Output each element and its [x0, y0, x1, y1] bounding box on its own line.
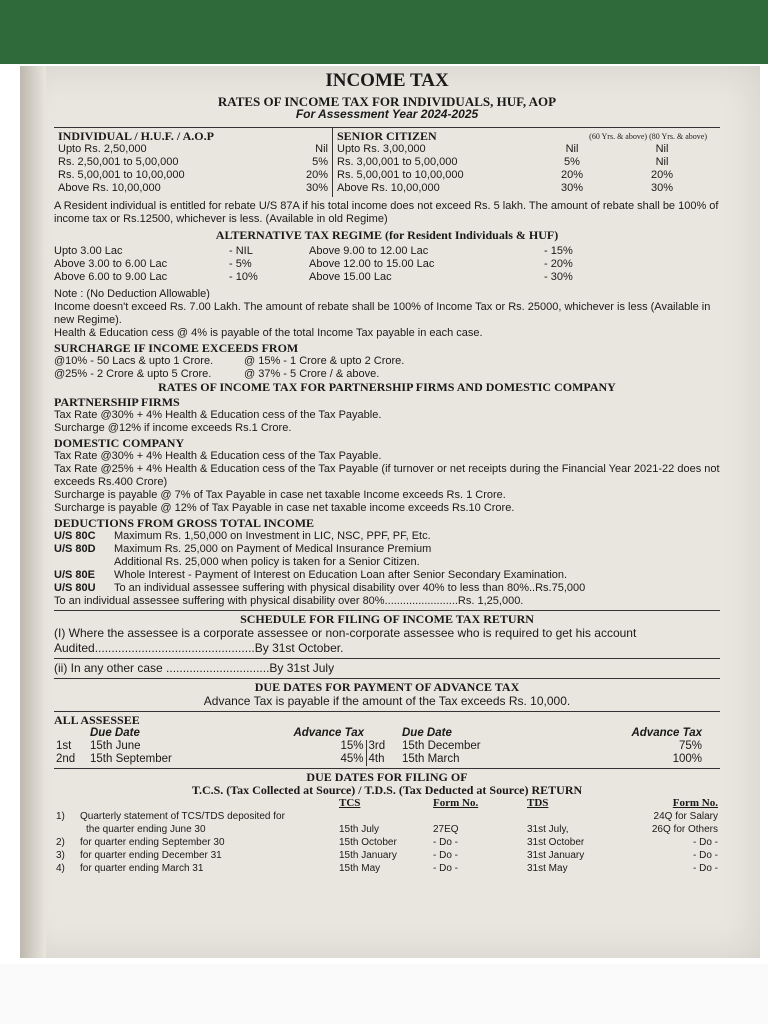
schedule-heading: SCHEDULE FOR FILING OF INCOME TAX RETURN [240, 612, 534, 626]
page-content [54, 72, 720, 875]
cell: 15th December [402, 740, 481, 752]
surcharge-item: @ 37% - 5 Crore / & above. [244, 368, 380, 380]
cell: - Do - [693, 850, 718, 861]
cell: 2) [56, 837, 65, 848]
senior-col80: (80 Yrs. & above) [649, 132, 707, 141]
table-row [54, 862, 720, 875]
rate-label: Above 6.00 to 9.00 Lac [54, 271, 168, 283]
cell: 75% [678, 740, 702, 752]
cell: 31st January [527, 850, 585, 861]
divider [54, 711, 720, 712]
divider [54, 678, 720, 679]
table-header [54, 727, 704, 740]
cell: 31st October [527, 837, 585, 848]
table-row [54, 740, 704, 753]
rate-value: Nil [655, 143, 669, 155]
partnership-heading: PARTNERSHIP FIRMS [54, 395, 180, 409]
deduction-section: U/S 80E [54, 569, 95, 581]
alt-note: Note : (No Deduction Allowable) [54, 288, 210, 300]
all-assessee: ALL ASSESSEE [54, 713, 140, 727]
senior-rates [333, 128, 711, 197]
advance-subheading: Advance Tax is payable if the amount of the Tax exceeds Rs. 10,000. [203, 694, 571, 708]
rates-table [54, 127, 720, 197]
rate-label: Upto Rs. 2,50,000 [58, 143, 147, 155]
rate-value: - 30% [544, 271, 573, 283]
surcharge-item: @ 15% - 1 Crore & upto 2 Crore. [244, 355, 405, 367]
rate-value: Nil [655, 156, 669, 168]
deduction-section [54, 556, 114, 569]
domestic-heading: DOMESTIC COMPANY [54, 436, 185, 450]
rate-label: Rs. 5,00,001 to 10,00,000 [337, 169, 464, 181]
rate-label: Rs. 5,00,001 to 10,00,000 [58, 169, 185, 181]
rate-label: Above 15.00 Lac [309, 271, 392, 283]
rate-value: Nil [565, 143, 579, 155]
rate-label: Above 9.00 to 12.00 Lac [309, 245, 429, 257]
cell: 15th June [90, 740, 141, 752]
cell: 15th July [339, 824, 380, 835]
book-spine [20, 66, 46, 958]
rate-label: Rs. 3,00,001 to 5,00,000 [337, 156, 458, 168]
cell: 26Q for Others [651, 824, 718, 835]
senior-heading: SENIOR CITIZEN [337, 129, 437, 143]
firms-heading: RATES OF INCOME TAX FOR PARTNERSHIP FIRMS AND DOMESTIC COMPANY [158, 380, 616, 394]
cell: 31st July, [527, 824, 569, 835]
schedule-line: (I) Where the assessee is a corporate assessee or non-corporate assessee who is required to get his account [54, 626, 637, 640]
cell: Quarterly statement of TCS/TDS deposited for [80, 811, 285, 822]
advance-heading: DUE DATES FOR PAYMENT OF ADVANCE TAX [254, 680, 520, 694]
cell: 45% [340, 753, 364, 765]
rate-row [58, 169, 328, 182]
domestic-line: Surcharge is payable @ 7% of Tax Payable in case net taxable Income exceeds Rs. 1 Crore. [54, 489, 506, 501]
rate-row [58, 182, 328, 195]
cell: 1) [56, 811, 65, 822]
col-form2: Form No. [672, 797, 718, 809]
deduction-section: U/S 80U [54, 582, 96, 594]
deduction-text: Maximum Rs. 1,50,000 on Investment in LIC, NSC, PPF, PF, Etc. [114, 530, 431, 542]
document-page [20, 66, 760, 958]
rate-value: 30% [560, 182, 584, 194]
cell: 4th [366, 753, 400, 766]
cell: for quarter ending March 31 [80, 863, 204, 874]
cell: 27EQ [433, 824, 459, 835]
cell: - Do - [693, 863, 718, 874]
cell: 15% [340, 740, 364, 752]
deduction-text: Maximum Rs. 25,000 on Payment of Medical Insurance Premium [114, 543, 432, 555]
tcs-heading2: T.C.S. (Tax Collected at Source) / T.D.S. (Tax Deducted at Source) RETURN [191, 783, 583, 797]
page-subtitle: RATES OF INCOME TAX FOR INDIVIDUALS, HUF, AOP [217, 94, 557, 109]
table-row [54, 753, 704, 766]
rate-label: Above 12.00 to 15.00 Lac [309, 258, 435, 270]
table-row [54, 810, 720, 836]
rate-row [58, 156, 328, 169]
page-title: INCOME TAX [325, 70, 449, 91]
partnership-line: Tax Rate @30% + 4% Health & Education cess of the Tax Payable. [54, 409, 382, 421]
cell: 4) [56, 863, 65, 874]
col-adv: Advance Tax [631, 727, 702, 739]
cell: 2nd [56, 753, 76, 765]
table-row [54, 836, 720, 849]
rate-value: 20% [305, 169, 328, 181]
table-row [54, 849, 720, 862]
rate-value: 30% [650, 182, 674, 194]
partnership-line: Surcharge @12% if income exceeds Rs.1 Crore. [54, 422, 292, 434]
rate-value: Nil [315, 143, 328, 155]
rate-value: - 5% [229, 258, 252, 270]
divider [54, 658, 720, 659]
cell: 15th September [90, 753, 172, 765]
col-tcs: TCS [339, 797, 361, 809]
individual-heading: INDIVIDUAL / H.U.F. / A.O.P [58, 129, 214, 143]
deduction-section: U/S 80D [54, 543, 96, 555]
deduction-section: U/S 80C [54, 530, 96, 542]
domestic-line: Surcharge is payable @ 12% of Tax Payable in case net taxable income exceeds Rs.10 Crore. [54, 502, 515, 514]
domestic-line: Tax Rate @30% + 4% Health & Education cess of the Tax Payable. [54, 450, 382, 462]
cell: 1st [56, 740, 72, 752]
deduction-text: Whole Interest - Payment of Interest on Education Loan after Senior Secondary Examination. [114, 569, 568, 581]
col-adv: Advance Tax [293, 727, 364, 739]
schedule-line: Audited................................................By 31st October. [54, 641, 344, 655]
advance-table [54, 727, 704, 766]
domestic-line: Tax Rate @25% + 4% Health & Education cess of the Tax Payable (if turnover or net receipts during the Financial Year 2021-22 does not exceeds Rs.400 Crore) [54, 463, 720, 488]
rate-value: 20% [650, 169, 674, 181]
senior-grid [337, 143, 707, 195]
cell: - Do - [433, 837, 458, 848]
individual-rates [54, 128, 333, 197]
surcharge-grid [54, 355, 720, 381]
surcharge-item: @10% - 50 Lacs & upto 1 Crore. [54, 355, 214, 367]
rate-value: 20% [560, 169, 584, 181]
deductions-grid [54, 530, 720, 595]
cell: 3rd [366, 740, 400, 753]
surcharge-item: @25% - 2 Crore & upto 5 Crore. [54, 368, 212, 380]
rate-label: Upto 3.00 Lac [54, 245, 123, 257]
cell: 31st May [527, 863, 568, 874]
surcharge-heading: SURCHARGE IF INCOME EXCEEDS FROM [54, 341, 299, 355]
rate-label: Above 3.00 to 6.00 Lac [54, 258, 168, 270]
col-due: Due Date [402, 727, 452, 739]
alt-regime-grid [54, 245, 720, 284]
background-bottom [0, 964, 768, 1024]
divider [54, 768, 720, 769]
cell: 15th March [402, 753, 460, 765]
cell: 100% [672, 753, 702, 765]
deduction-last: To an individual assessee suffering with physical disability over 80%........................Rs. 1,25,000. [54, 595, 524, 607]
cell: 3) [56, 850, 65, 861]
deductions-heading: DEDUCTIONS FROM GROSS TOTAL INCOME [54, 516, 315, 530]
alt-note: Health & Education cess @ 4% is payable of the total Income Tax payable in each case. [54, 327, 483, 339]
rate-label: Above Rs. 10,00,000 [337, 182, 440, 194]
table-header [54, 797, 720, 810]
assessment-year: For Assessment Year 2024-2025 [295, 107, 479, 121]
background-top [0, 0, 768, 64]
deduction-text: Additional Rs. 25,000 when policy is taken for a Senior Citizen. [114, 556, 420, 568]
cell: - Do - [693, 837, 718, 848]
rate-label: Upto Rs. 3,00,000 [337, 143, 426, 155]
rate-value: 5% [564, 156, 580, 168]
cell: 24Q for Salary [653, 811, 718, 822]
schedule-line: (ii) In any other case ...............................By 31st July [54, 661, 335, 675]
rebate-note: A Resident individual is entitled for rebate U/S 87A if his total income does not exceed Rs. 5 lakh. The amount of rebate shall be 100% of income tax or Rs.12500, whichever is less. (Available in old Regime) [54, 200, 719, 225]
rate-label: Rs. 2,50,001 to 5,00,000 [58, 156, 179, 168]
rate-row [58, 143, 328, 156]
cell: 15th May [339, 863, 381, 874]
rate-value: 5% [312, 156, 328, 168]
cell: 15th October [339, 837, 397, 848]
senior-col60: (60 Yrs. & above) [589, 132, 648, 141]
col-tds: TDS [527, 797, 549, 809]
rate-label: Above Rs. 10,00,000 [58, 182, 161, 194]
cell: - Do - [433, 863, 458, 874]
rate-value: - 15% [544, 245, 573, 257]
tcs-heading: DUE DATES FOR FILING OF [306, 770, 468, 784]
rate-value: 30% [305, 182, 328, 194]
cell: - Do - [433, 850, 458, 861]
alt-regime-heading: ALTERNATIVE TAX REGIME (for Resident Individuals & HUF) [215, 228, 559, 242]
col-form: Form No. [433, 797, 479, 809]
divider [54, 610, 720, 611]
col-due: Due Date [90, 727, 140, 739]
cell: 15th January [339, 850, 397, 861]
deduction-text: To an individual assessee suffering with physical disability over 40% to less than 80%..Rs.75,000 [114, 582, 586, 594]
rate-value: - NIL [229, 245, 253, 257]
cell: the quarter ending June 30 [86, 824, 206, 835]
cell: for quarter ending December 31 [80, 850, 222, 861]
rate-value: - 10% [229, 271, 258, 283]
cell: for quarter ending September 30 [80, 837, 225, 848]
tcs-table [54, 797, 720, 875]
rate-value: - 20% [544, 258, 573, 270]
alt-note: Income doesn't exceed Rs. 7.00 Lakh. The amount of rebate shall be 100% of Income Tax or Rs. 25000, whichever is less (Available in new Regime). [54, 301, 711, 326]
